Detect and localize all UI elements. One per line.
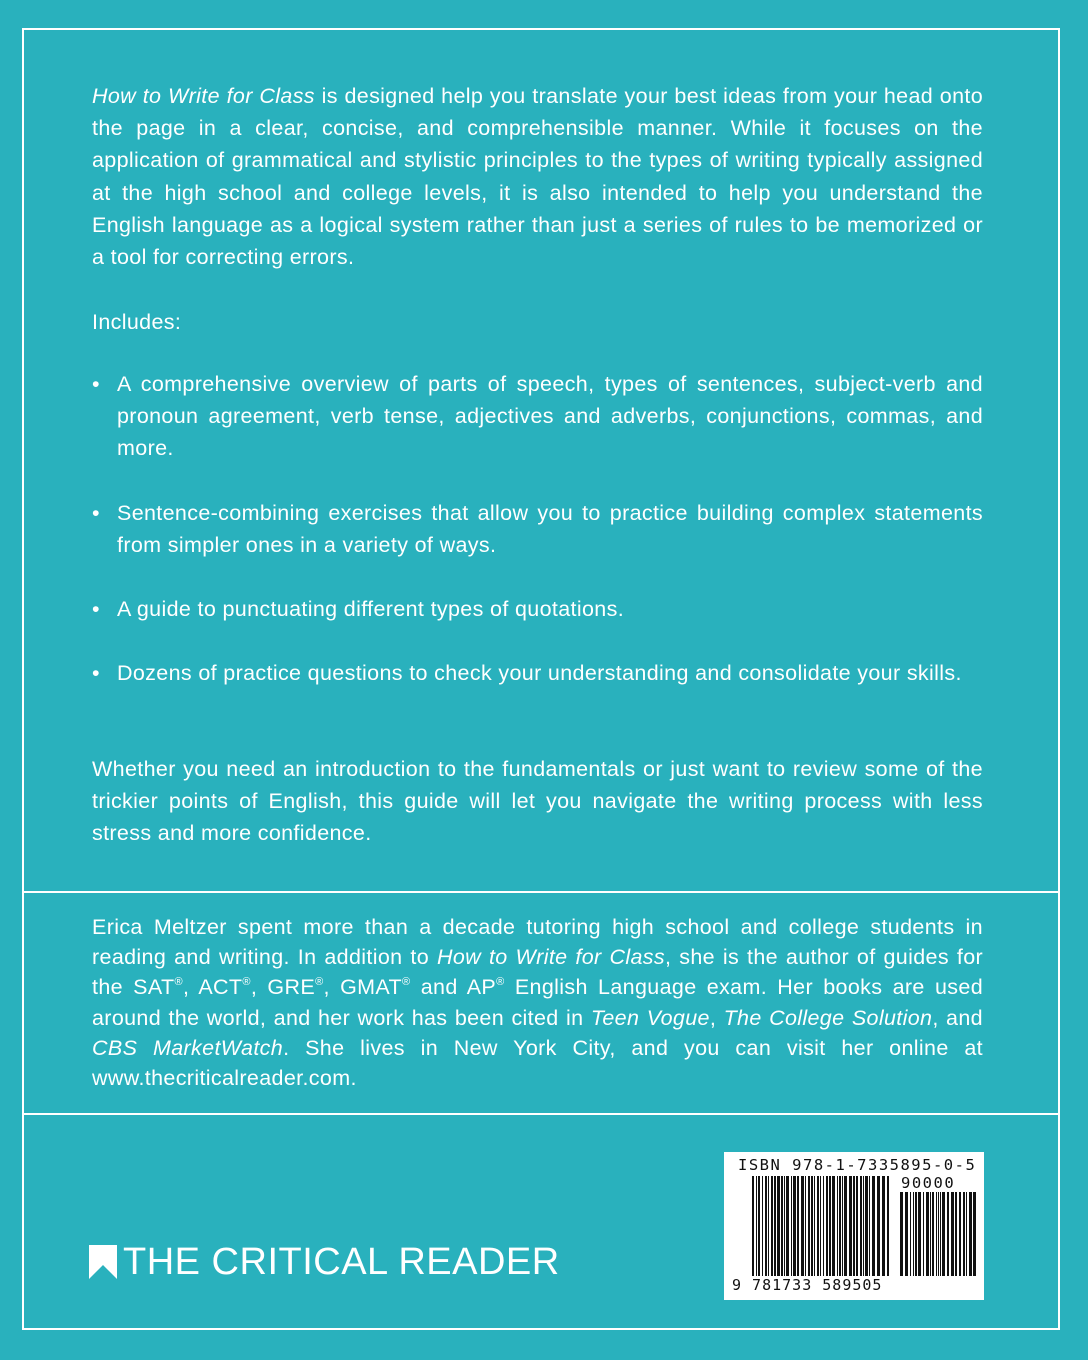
author-bio: Erica Meltzer spent more than a decade tutoring high school and college students in reading and writing. In addition to How to Write for Class, she is the author of guides for the SAT®, ACT®, GRE®, GMAT® and AP® English Language exam. Her books are used around the world, and her work has been cited in Teen Vogue, The College Solution, and CBS MarketWatch. She lives in New York City, and you can visit her online at www.thecriticalreader.com. xyxy=(92,915,984,1091)
section-divider-top xyxy=(22,891,1060,893)
list-item: • A guide to punctuating different types of quotations. xyxy=(92,593,983,625)
section-divider-bottom xyxy=(22,1113,1060,1115)
critical-reader-logo-icon xyxy=(89,1245,117,1279)
barcode-digits: 9 781733 589505 xyxy=(732,1276,883,1294)
includes-heading xyxy=(92,306,983,338)
price-code: 90000 xyxy=(901,1174,956,1192)
publisher-name: THE CRITICAL READER xyxy=(123,1241,560,1283)
bullet-icon: • xyxy=(92,500,100,525)
list-item: • Dozens of practice questions to check your understanding and consolidate your skills. xyxy=(92,657,983,689)
isbn-label: ISBN 978-1-7335895-0-5 xyxy=(738,1156,977,1174)
intro-paragraph xyxy=(92,80,983,273)
bullet-icon: • xyxy=(92,372,100,396)
intro-text: is designed help you translate your best ideas from your head onto the page in a clear, concise, and comprehensible manner. While it focuses on the application of grammatical and stylistic principles to the types of writing typically assigned at the high school and college levels, it is also intended to help you understand the English language as a logical system rather than just a series of rules to be memorized or a tool for correcting errors. xyxy=(92,84,984,270)
features-list xyxy=(92,368,983,721)
bullet-icon: • xyxy=(92,661,100,686)
barcode-bars-main xyxy=(752,1176,892,1276)
list-item: • Sentence-combining exercises that allow you to practice building complex statements from simpler ones in a variety of ways. xyxy=(92,497,983,561)
publisher-logo xyxy=(89,1242,560,1282)
barcode-bars-addon xyxy=(900,1192,976,1276)
includes-label: Includes: xyxy=(92,310,182,334)
list-item: • A comprehensive overview of parts of speech, types of sentences, subject-verb and pronoun agreement, verb tense, adjectives and adverbs, conjunctions, commas, and more. xyxy=(92,368,983,465)
book-title-italic: How to Write for Class xyxy=(92,84,315,108)
closing-paragraph: Whether you need an introduction to the fundamentals or just want to review some of the trickier points of English, this guide will let you navigate the writing process with less stress and more confidence. xyxy=(92,757,983,846)
bullet-icon: • xyxy=(92,597,100,622)
isbn-barcode xyxy=(724,1152,984,1300)
